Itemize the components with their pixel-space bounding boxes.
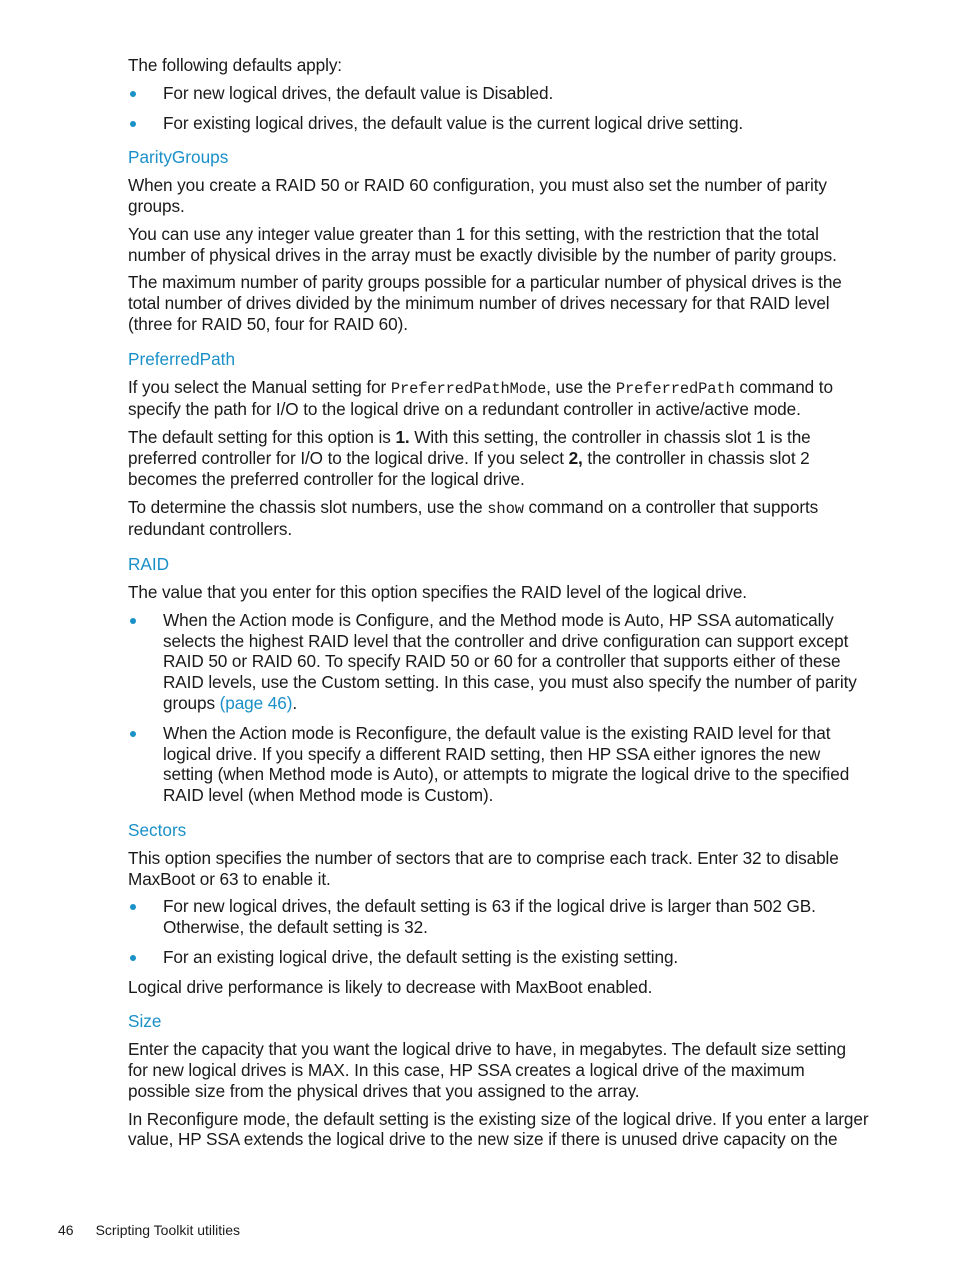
paragraph: To determine the chassis slot numbers, use the show command on a controller that supports redundant controllers.	[128, 496, 819, 540]
chapter-title: Scripting Toolkit utilities	[95, 1222, 241, 1238]
raid-bullet-list	[128, 610, 870, 806]
code-show: show	[487, 499, 524, 518]
sectors-bullet-list	[128, 896, 870, 967]
page-number: 46	[58, 1222, 74, 1238]
section-heading-raid: RAID	[128, 554, 170, 575]
paragraph: You can use any integer value greater than 1 for this setting, with the restriction that the total number of physical drives in the array must be exactly divisible by the number of parity groups.	[128, 223, 837, 265]
paragraph: The value that you enter for this option specifies the RAID level of the logical drive.	[128, 581, 747, 602]
paragraph: The default setting for this option is 1. With this setting, the controller in chassis slot 1 is the preferred controller for I/O to the logical drive. If you select 2, the controller in chassis slot 2 becomes the preferred controller for the logical drive.	[128, 427, 811, 489]
paragraph: Enter the capacity that you want the logical drive to have, in megabytes. The default size setting for new logical drives is MAX. In this case, HP SSA creates a logical drive of the maximum possible size from the physical drives that you assigned to the array.	[128, 1039, 846, 1101]
paragraph: Logical drive performance is likely to decrease with MaxBoot enabled.	[128, 976, 653, 997]
code-preferredpathmode: PreferredPathMode	[390, 379, 547, 398]
list-item: For existing logical drives, the default value is the current logical drive setting.	[128, 113, 870, 134]
list-item: For an existing logical drive, the default setting is the existing setting.	[128, 947, 870, 968]
bullet-icon	[130, 904, 136, 910]
section-heading-preferredpath: PreferredPath	[128, 348, 236, 369]
page-46-link[interactable]: (page 46)	[219, 692, 293, 713]
bullet-icon	[130, 121, 136, 127]
list-item: When the Action mode is Configure, and the Method mode is Auto, HP SSA automatically selects the highest RAID level that the controller and drive configuration can support except RAID 50 or RAID 60. To specify RAID 50 or 60 for a controller that supports either of these RAID levels, use the Custom setting. In this case, you must also specify the number of parity groups (page 46).	[128, 610, 870, 714]
intro-bullet-list	[128, 83, 870, 134]
paragraph: The maximum number of parity groups possible for a particular number of physical drives is the total number of drives divided by the minimum number of drives necessary for that RAID level (three for RAID 50, four for RAID 60).	[128, 272, 842, 334]
page-footer	[58, 1222, 240, 1238]
paragraph: This option specifies the number of sectors that are to comprise each track. Enter 32 to disable MaxBoot or 63 to enable it.	[128, 847, 839, 889]
list-item: For new logical drives, the default value is Disabled.	[128, 83, 870, 104]
section-heading-sectors: Sectors	[128, 819, 187, 840]
paragraph: If you select the Manual setting for PreferredPathMode, use the PreferredPath command to specify the path for I/O to the logical drive on a redundant controller in active/active mode.	[128, 376, 833, 420]
bullet-icon	[130, 618, 136, 624]
paragraph: When you create a RAID 50 or RAID 60 configuration, you must also set the number of parity groups.	[128, 175, 827, 216]
page-content	[128, 55, 870, 1157]
list-item: For new logical drives, the default setting is 63 if the logical drive is larger than 502 GB. Otherwise, the default setting is 32.	[128, 896, 870, 938]
section-heading-paritygroups: ParityGroups	[128, 147, 229, 168]
bullet-icon	[130, 731, 136, 737]
list-item: When the Action mode is Reconfigure, the default value is the existing RAID level for that logical drive. If you specify a different RAID setting, then HP SSA either ignores the new setting (when Method mode is Auto), or attempts to migrate the logical drive to the specified RAID level (when Method mode is Custom).	[128, 723, 870, 806]
intro-text: The following defaults apply:	[128, 55, 342, 75]
code-preferredpath: PreferredPath	[615, 379, 735, 398]
section-heading-size: Size	[128, 1011, 162, 1032]
paragraph: In Reconfigure mode, the default setting is the existing size of the logical drive. If you enter a larger value, HP SSA extends the logical drive to the new size if there is unused drive capacity on the	[128, 1108, 869, 1150]
bullet-icon	[130, 955, 136, 961]
bullet-icon	[130, 91, 136, 97]
